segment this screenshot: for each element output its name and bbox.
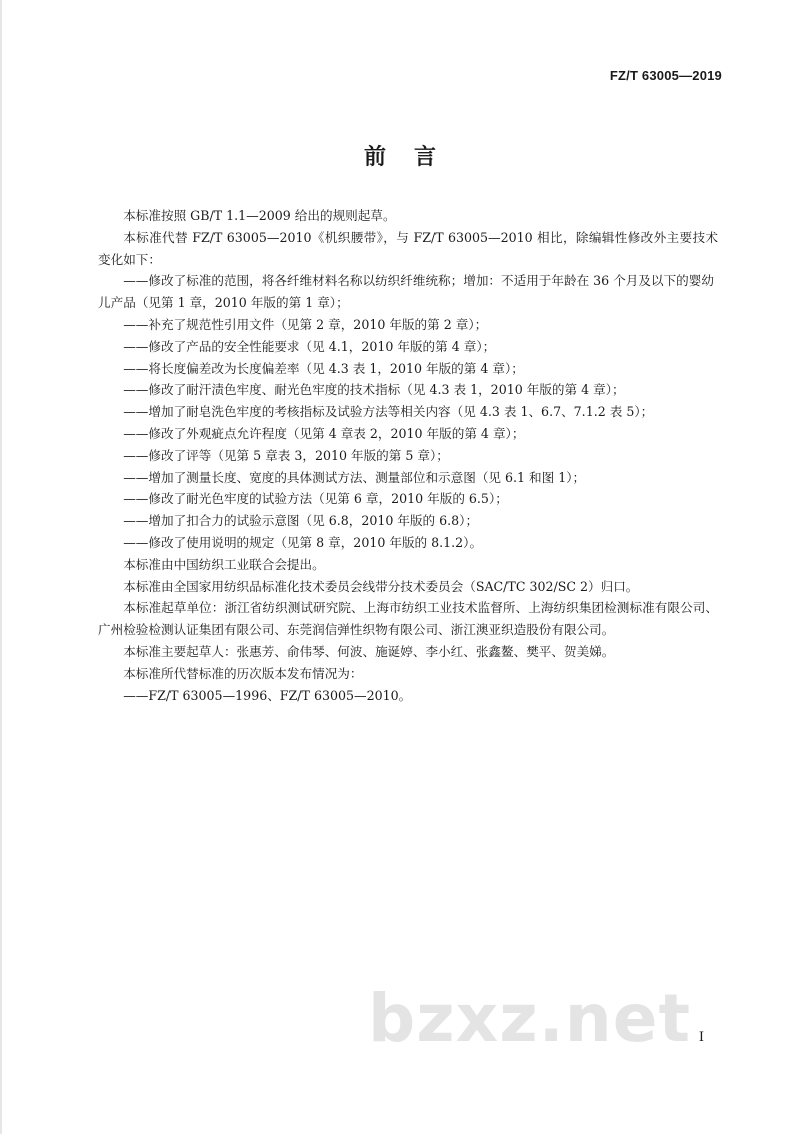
change-item: ——修改了评等（见第 5 章表 3，2010 年版的第 5 章）； [123, 447, 449, 463]
foreword-body [98, 205, 718, 706]
history-item: ——FZ/T 63005—1996、FZ/T 63005—2010。 [123, 687, 412, 703]
paragraph-committee: 本标准由全国家用纺织品标准化技术委员会线带分技术委员会（SAC/TC 302/SC 2）归口。 [123, 578, 639, 594]
paragraph-drafters: 本标准主要起草人：张惠芳、俞伟琴、何波、施诞婷、李小红、张鑫鳌、樊平、贺美娣。 [123, 643, 615, 659]
change-item: ——补充了规范性引用文件（见第 2 章，2010 年版的第 2 章）； [123, 316, 488, 332]
change-item: ——修改了产品的安全性能要求（见 4.1，2010 年版的第 4 章）； [123, 338, 496, 354]
change-item: ——增加了测量长度、宽度的具体测试方法、测量部位和示意图（见 6.1 和图 1）； [123, 469, 586, 485]
change-item: ——修改了耐光色牢度的试验方法（见第 6 章，2010 年版的 6.5）； [123, 491, 508, 507]
change-item: ——修改了耐汗渍色牢度、耐光色牢度的技术指标（见 4.3 表 1，2010 年版的第 4 章）； [123, 382, 625, 398]
change-item: ——将长度偏差改为长度偏差率（见 4.3 表 1，2010 年版的第 4 章）； [123, 360, 524, 376]
page-title: 前言 [363, 145, 464, 170]
page-number: I [698, 1030, 704, 1045]
change-item: ——增加了扣合力的试验示意图（见 6.8，2010 年版的 6.8）； [123, 513, 479, 529]
change-item: ——修改了外观疵点允许程度（见第 4 章表 2，2010 年版的第 4 章）； [123, 425, 525, 441]
paragraph-drafting-rule: 本标准按照 GB/T 1.1—2009 给出的规则起草。 [123, 208, 396, 223]
paragraph-proposer: 本标准由中国纺织工业联合会提出。 [123, 556, 325, 572]
change-item: ——修改了使用说明的规定（见第 8 章，2010 年版的 8.1.2）。 [123, 534, 483, 550]
watermark: bzxz.net [368, 980, 692, 1057]
paragraph-replacement: 本标准代替 FZ/T 63005—2010《机织腰带》，与 FZ/T 63005—2010 相比，除编辑性修改外主要技术变化如下： [98, 229, 718, 267]
change-item: ——增加了耐皂洗色牢度的考核指标及试验方法等相关内容（见 4.3 表 1、6.7、7.1.2 表 5）； [123, 404, 654, 420]
paragraph-drafting-units: 本标准起草单位：浙江省纺织测试研究院、上海市纺织工业技术监督所、上海纺织集团检测标准有限公司、广州检验检测认证集团有限公司、东莞润信弹性织物有限公司、浙江澳亚织造股份有限公司。 [98, 600, 718, 638]
standard-code: FZ/T 63005—2019 [609, 68, 722, 83]
change-item: ——修改了标准的范围，将各纤维材料名称以纺织纤维统称；增加：不适用于年龄在 36 个月及以下的婴幼儿产品（见第 1 章，2010 年版的第 1 章）； [98, 273, 714, 311]
paragraph-history-intro: 本标准所代替标准的历次版本发布情况为： [123, 665, 363, 681]
